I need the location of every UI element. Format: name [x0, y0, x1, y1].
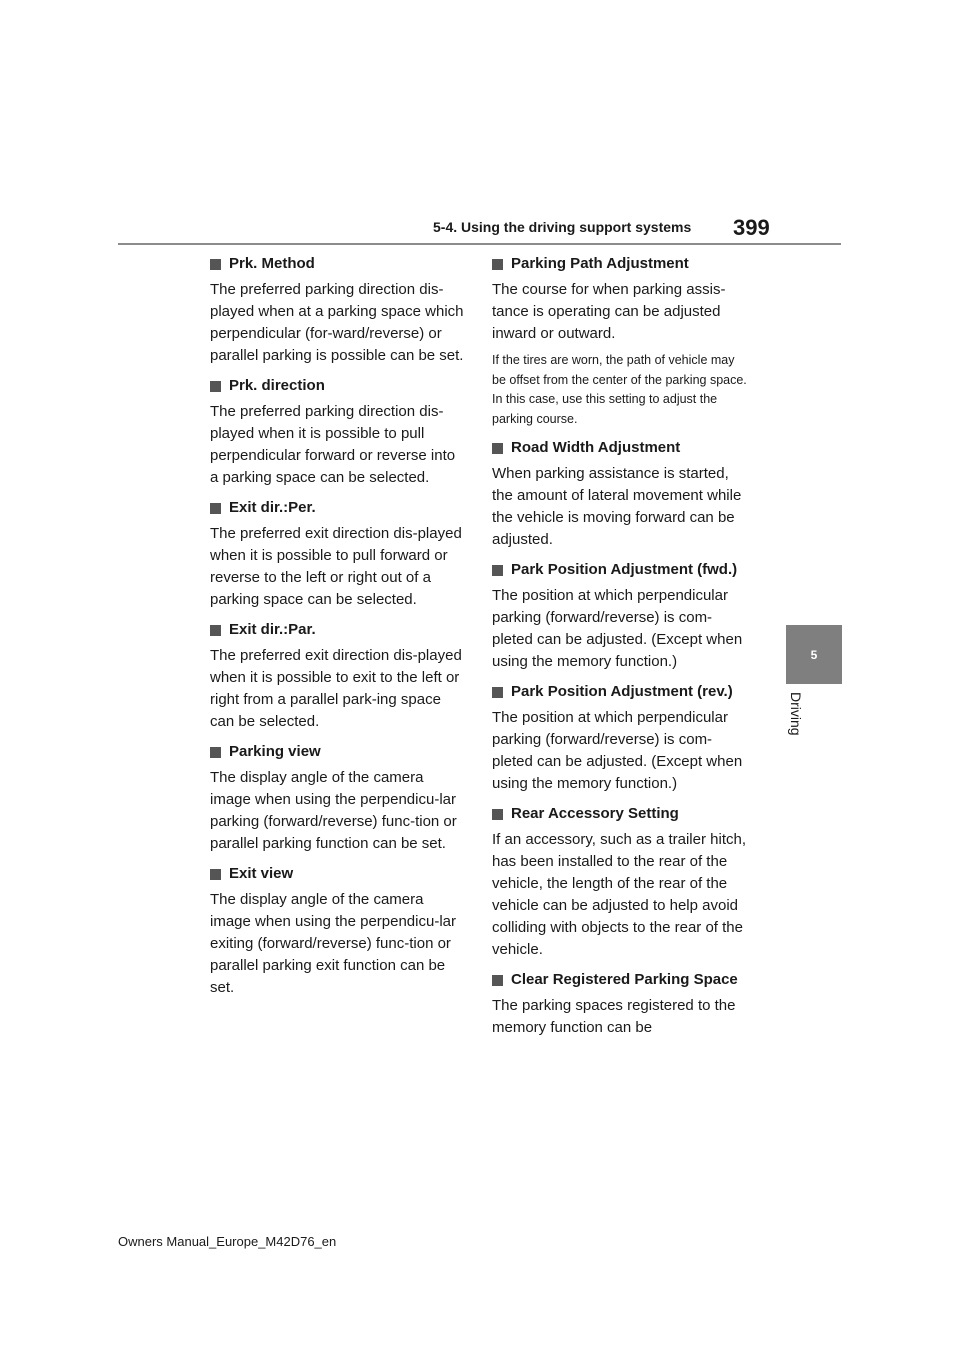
setting-park-position-fwd [492, 559, 748, 673]
setting-parking-view [210, 741, 466, 855]
setting-description: The display angle of the camera image when using the perpendicu-lar exiting (forward/reverse) func-tion or parallel parking exit function can be set. [210, 891, 456, 996]
square-bullet-icon [210, 869, 221, 880]
setting-description: The position at which perpendicular parking (forward/reverse) is com-pleted can be adjusted. (Except when using the memory function.) [492, 709, 743, 792]
chapter-label: Driving [788, 692, 804, 736]
right-column [492, 253, 748, 1047]
square-bullet-icon [492, 443, 503, 454]
square-bullet-icon [492, 687, 503, 698]
setting-heading: Parking Path Adjustment [511, 255, 689, 272]
setting-heading: Parking view [229, 743, 321, 760]
setting-heading: Exit dir.:Per. [229, 499, 316, 516]
section-title: 5-4. Using the driving support systems [433, 219, 692, 235]
chapter-number: 5 [810, 647, 818, 662]
setting-exit-dir-par [210, 619, 466, 733]
setting-description: The preferred parking direction dis-played when it is possible to pull perpendicular forward or reverse into a parking space can be selected. [210, 403, 456, 486]
square-bullet-icon [492, 975, 503, 986]
setting-description: The preferred exit direction dis-played when it is possible to pull forward or reverse to the left or right out of a parking space can be selected. [210, 525, 462, 608]
square-bullet-icon [492, 259, 503, 270]
setting-description: The parking spaces registered to the memory function can be [492, 997, 736, 1036]
setting-description: The preferred parking direction dis-played when at a parking space which perpendicular (for-ward/reverse) or parallel parking is possible can be set. [210, 281, 464, 364]
setting-note: If the tires are worn, the path of vehicle may be offset from the center of the parking space. In this case, use this setting to adjust the parking course. [492, 353, 747, 426]
setting-description: The preferred exit direction dis-played when it is possible to exit to the left or right from a parallel park-ing space can be selected. [210, 647, 462, 730]
setting-clear-registered-space [492, 969, 748, 1039]
square-bullet-icon [210, 625, 221, 636]
setting-heading: Park Position Adjustment (rev.) [511, 683, 733, 700]
setting-heading: Prk. Method [229, 255, 315, 272]
left-column [210, 253, 466, 1007]
square-bullet-icon [210, 381, 221, 392]
setting-heading: Park Position Adjustment (fwd.) [511, 561, 738, 578]
square-bullet-icon [492, 809, 503, 820]
square-bullet-icon [210, 503, 221, 514]
setting-exit-view [210, 863, 466, 999]
setting-heading: Clear Registered Parking Space [511, 971, 738, 988]
setting-rear-accessory [492, 803, 748, 961]
setting-prk-method [210, 253, 466, 367]
setting-park-position-rev [492, 681, 748, 795]
setting-exit-dir-per [210, 497, 466, 611]
page-number: 399 [733, 215, 770, 240]
setting-description: The display angle of the camera image when using the perpendicu-lar parking (forward/reverse) func-tion or parallel parking function can be set. [210, 769, 457, 852]
square-bullet-icon [210, 747, 221, 758]
header-divider [118, 243, 841, 245]
setting-heading: Rear Accessory Setting [511, 805, 679, 822]
square-bullet-icon [492, 565, 503, 576]
setting-prk-direction [210, 375, 466, 489]
setting-description: If an accessory, such as a trailer hitch, has been installed to the rear of the vehicle, the length of the rear of the vehicle can be adjusted to help avoid colliding with objects to the rear of the vehicle. [492, 831, 746, 958]
footer-doc-id: Owners Manual_Europe_M42D76_en [118, 1234, 337, 1249]
setting-heading: Prk. direction [229, 377, 325, 394]
setting-road-width-adjustment [492, 437, 748, 551]
setting-description: The course for when parking assis-tance is operating can be adjusted inward or outward. [492, 281, 726, 342]
setting-parking-path-adjustment [492, 253, 748, 429]
setting-heading: Road Width Adjustment [511, 439, 681, 456]
setting-heading: Exit view [229, 865, 294, 882]
setting-description: When parking assistance is started, the amount of lateral movement while the vehicle is moving forward can be adjusted. [492, 465, 742, 548]
chapter-tab [786, 625, 842, 684]
square-bullet-icon [210, 259, 221, 270]
setting-heading: Exit dir.:Par. [229, 621, 316, 638]
setting-description: The position at which perpendicular parking (forward/reverse) is com-pleted can be adjusted. (Except when using the memory function.) [492, 587, 743, 670]
